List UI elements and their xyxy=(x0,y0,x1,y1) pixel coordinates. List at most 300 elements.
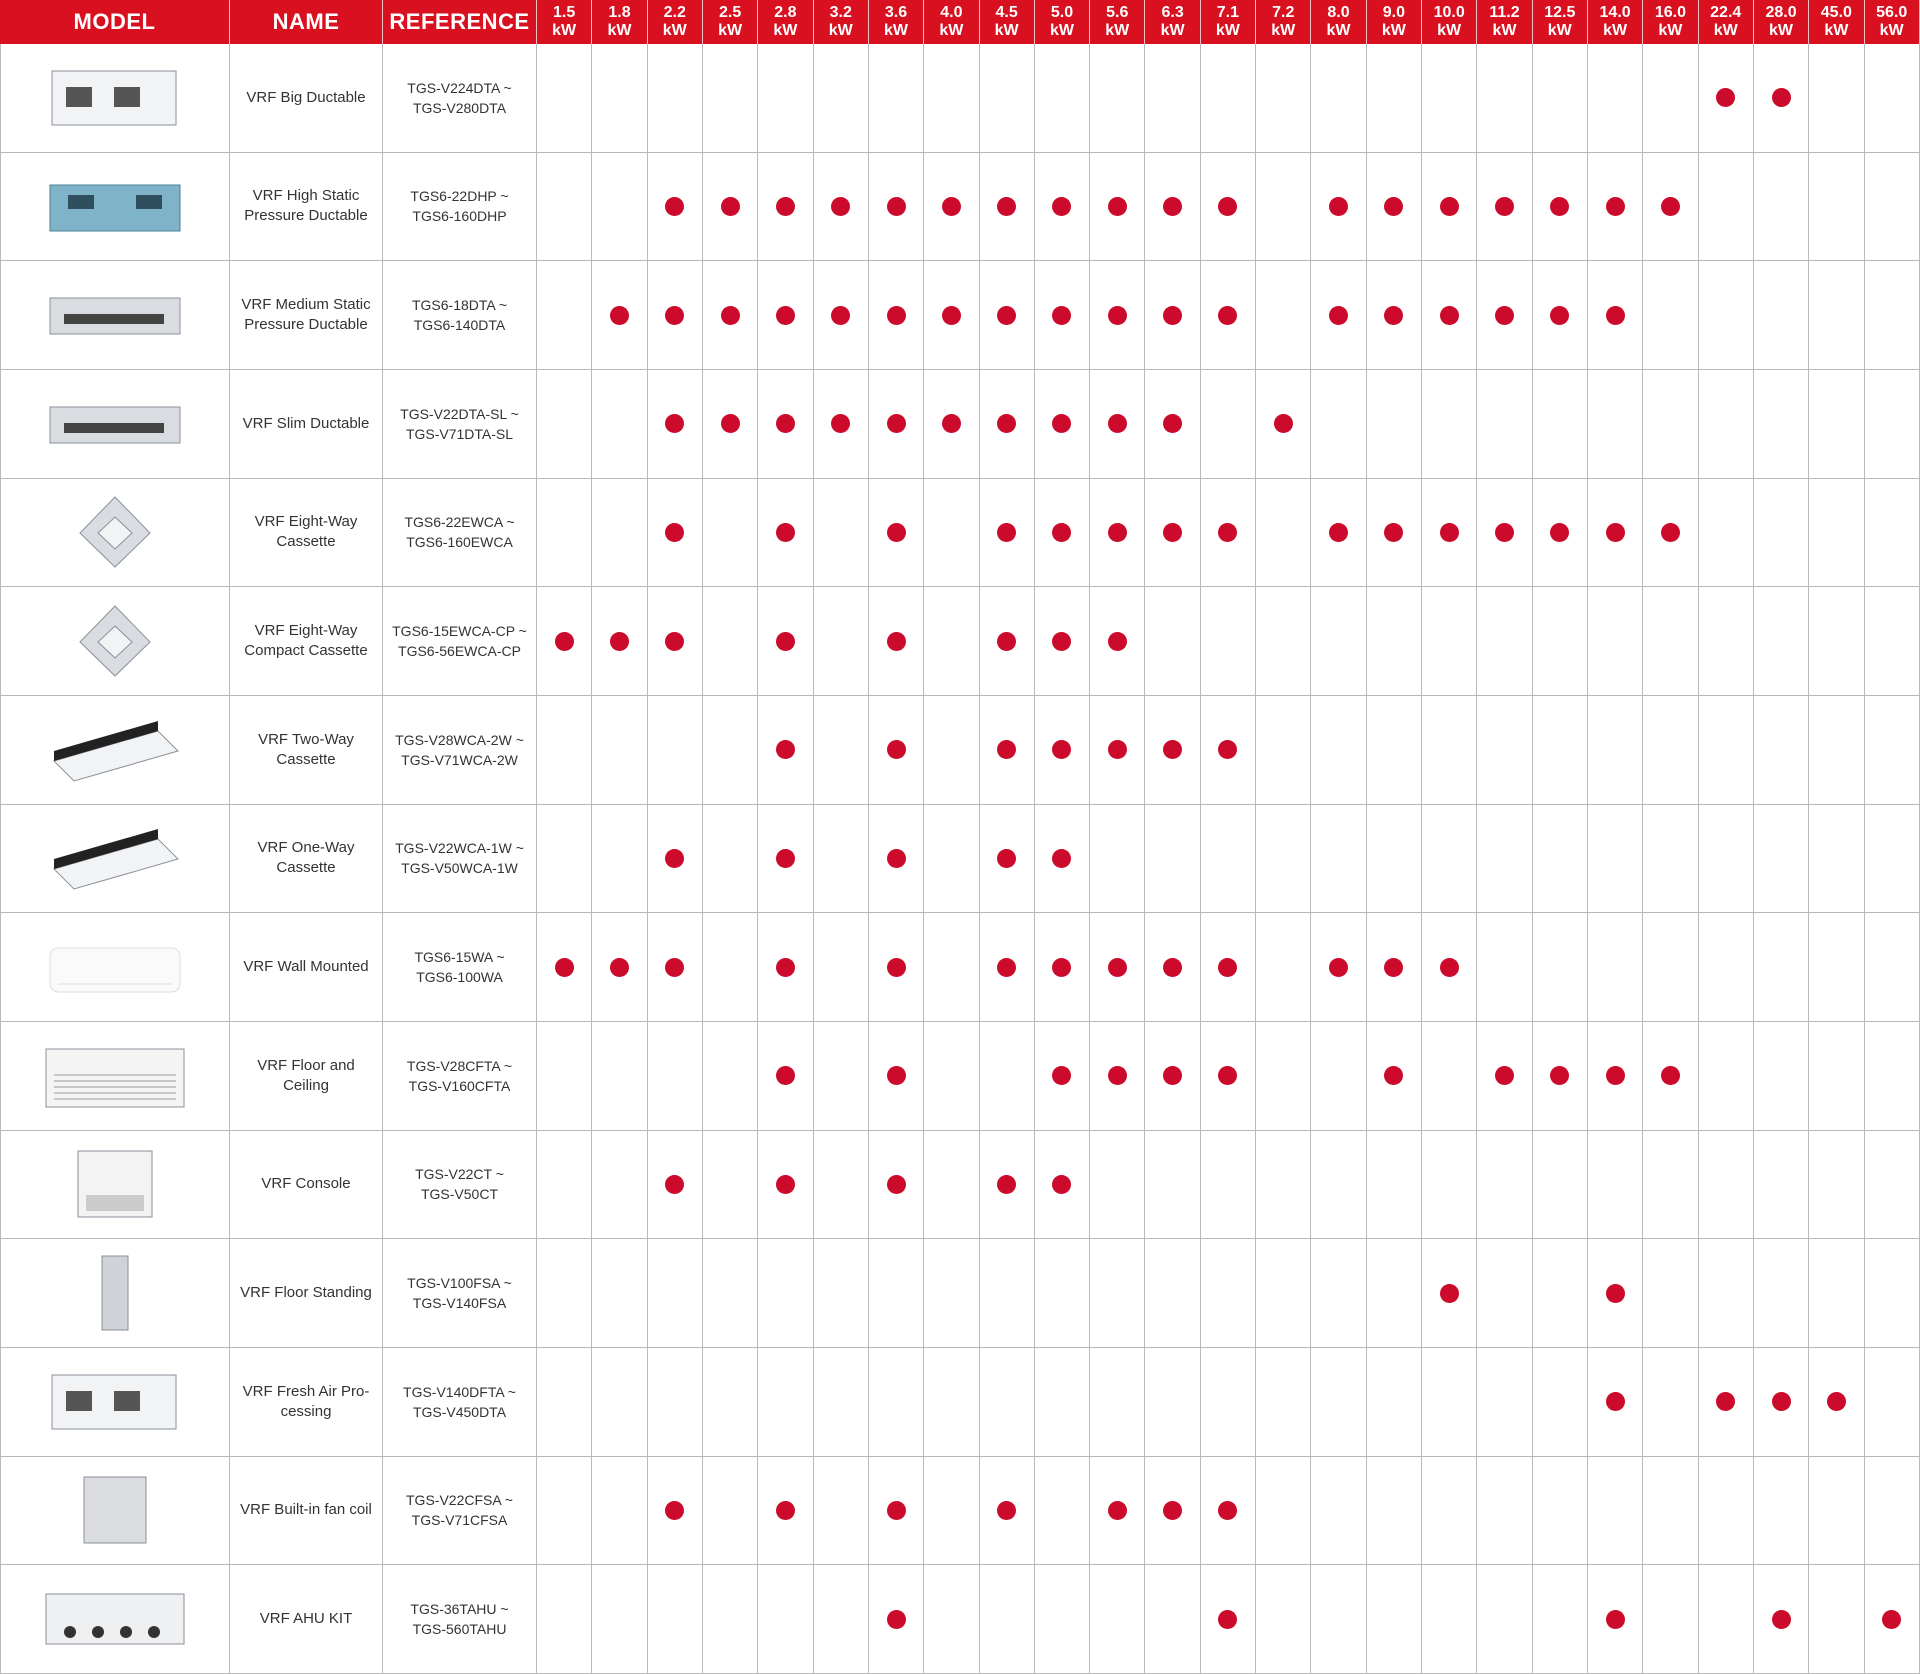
capacity-cell xyxy=(1422,153,1477,262)
capacity-cell xyxy=(1256,1022,1311,1131)
capacity-cell xyxy=(1754,587,1809,696)
capacity-cell xyxy=(1311,587,1366,696)
capacity-cell xyxy=(1754,913,1809,1022)
availability-dot xyxy=(1052,958,1071,977)
name-cell xyxy=(230,1131,383,1240)
capacity-cell xyxy=(1809,1239,1864,1348)
capacity-cell xyxy=(1643,696,1698,805)
capacity-cell xyxy=(924,1565,979,1674)
fresh-air-processing-unit-icon xyxy=(40,1363,190,1441)
capacity-cell xyxy=(1035,1239,1090,1348)
capacity-cell xyxy=(1201,913,1256,1022)
capacity-cell xyxy=(1754,1131,1809,1240)
capacity-unit: kW xyxy=(884,22,909,39)
reference-cell xyxy=(383,153,537,262)
availability-dot xyxy=(1384,523,1403,542)
capacity-cell xyxy=(537,479,592,588)
reference-to: TGS-V450DTA xyxy=(412,1403,507,1420)
capacity-cell xyxy=(1035,261,1090,370)
availability-dot xyxy=(1108,958,1127,977)
availability-dot xyxy=(1218,1066,1237,1085)
reference-from: TGS-V140DFTA ~ xyxy=(403,1383,516,1400)
capacity-cell xyxy=(1477,370,1532,479)
capacity-cell xyxy=(648,805,703,914)
capacity-cell xyxy=(1201,587,1256,696)
capacity-cell xyxy=(758,1022,813,1131)
capacity-cell xyxy=(869,1348,924,1457)
capacity-cell xyxy=(1201,1022,1256,1131)
name-cell xyxy=(230,1239,383,1348)
availability-dot xyxy=(1108,414,1127,433)
capacity-cell xyxy=(1311,805,1366,914)
capacity-cell xyxy=(814,913,869,1022)
capacity-unit: kW xyxy=(1713,22,1738,39)
header-capacity xyxy=(537,0,592,44)
capacity-value: 56.0 xyxy=(1876,4,1908,21)
wall-mounted-unit-icon xyxy=(40,928,190,1006)
capacity-cell xyxy=(1865,913,1920,1022)
availability-dot xyxy=(1772,1610,1791,1629)
capacity-cell xyxy=(1643,587,1698,696)
capacity-cell xyxy=(758,913,813,1022)
capacity-cell xyxy=(1201,1348,1256,1457)
availability-dot xyxy=(1772,1392,1791,1411)
capacity-cell xyxy=(1256,479,1311,588)
capacity-cell xyxy=(1201,805,1256,914)
availability-dot xyxy=(1108,523,1127,542)
capacity-cell xyxy=(1090,696,1145,805)
capacity-value: 14.0 xyxy=(1599,4,1631,21)
reference-text xyxy=(394,404,525,444)
availability-dot xyxy=(1163,1066,1182,1085)
capacity-cell xyxy=(1865,153,1920,262)
capacity-cell xyxy=(1090,1022,1145,1131)
capacity-cell xyxy=(869,1131,924,1240)
capacity-cell xyxy=(1809,1457,1864,1566)
capacity-cell xyxy=(1145,1131,1200,1240)
capacity-cell xyxy=(1865,261,1920,370)
capacity-cell xyxy=(1090,44,1145,153)
capacity-cell xyxy=(592,696,647,805)
capacity-unit: kW xyxy=(662,22,687,39)
capacity-cell xyxy=(703,44,758,153)
capacity-cell xyxy=(1256,153,1311,262)
reference-from: TGS-V22DTA-SL ~ xyxy=(400,405,519,422)
capacity-value: 12.5 xyxy=(1544,4,1576,21)
availability-dot xyxy=(997,849,1016,868)
reference-cell xyxy=(383,1239,537,1348)
capacity-cell xyxy=(1367,587,1422,696)
availability-dot xyxy=(1163,197,1182,216)
availability-dot xyxy=(1218,958,1237,977)
capacity-cell xyxy=(1090,1239,1145,1348)
reference-cell xyxy=(383,913,537,1022)
capacity-cell xyxy=(814,153,869,262)
capacity-cell xyxy=(1643,1131,1698,1240)
reference-from: TGS-V22CFSA ~ xyxy=(406,1492,513,1509)
capacity-cell xyxy=(1643,44,1698,153)
capacity-unit: kW xyxy=(1160,22,1185,39)
medium-static-ductable-unit-icon xyxy=(40,276,190,354)
availability-dot xyxy=(942,197,961,216)
header-capacity xyxy=(1533,0,1588,44)
capacity-cell xyxy=(1145,1348,1200,1457)
capacity-unit: kW xyxy=(994,22,1019,39)
capacity-cell xyxy=(703,1239,758,1348)
capacity-cell xyxy=(869,913,924,1022)
capacity-cell xyxy=(703,1131,758,1240)
capacity-cell xyxy=(703,1565,758,1674)
capacity-cell xyxy=(1699,153,1754,262)
reference-cell xyxy=(383,1457,537,1566)
capacity-unit: kW xyxy=(718,22,743,39)
availability-dot xyxy=(610,958,629,977)
availability-dot xyxy=(1495,197,1514,216)
capacity-cell xyxy=(592,1457,647,1566)
capacity-cell xyxy=(869,261,924,370)
capacity-cell xyxy=(648,1348,703,1457)
product-name: VRF Eight-Way Cassette xyxy=(254,513,358,551)
reference-to: TGS-V50WCA-1W xyxy=(401,860,518,877)
capacity-cell xyxy=(869,805,924,914)
capacity-cell xyxy=(648,479,703,588)
capacity-cell xyxy=(1533,1131,1588,1240)
name-cell xyxy=(230,805,383,914)
capacity-unit: kW xyxy=(1824,22,1849,39)
capacity-cell xyxy=(1809,1131,1864,1240)
capacity-value: 2.2 xyxy=(663,4,686,21)
header-name: NAME xyxy=(230,0,383,44)
capacity-cell xyxy=(1367,1565,1422,1674)
capacity-cell xyxy=(1422,44,1477,153)
capacity-cell xyxy=(869,587,924,696)
availability-dot xyxy=(610,306,629,325)
availability-dot xyxy=(1108,632,1127,651)
capacity-cell xyxy=(1588,479,1643,588)
capacity-cell xyxy=(703,1457,758,1566)
availability-dot xyxy=(1384,306,1403,325)
capacity-cell xyxy=(537,1348,592,1457)
capacity-cell xyxy=(814,1457,869,1566)
availability-dot xyxy=(721,414,740,433)
capacity-cell xyxy=(980,479,1035,588)
header-capacity xyxy=(1035,0,1090,44)
availability-dot xyxy=(776,1066,795,1085)
availability-dot xyxy=(555,632,574,651)
capacity-cell xyxy=(1754,805,1809,914)
capacity-value: 4.5 xyxy=(995,4,1018,21)
capacity-cell xyxy=(869,153,924,262)
capacity-cell xyxy=(1311,913,1366,1022)
capacity-cell xyxy=(1588,1239,1643,1348)
capacity-cell xyxy=(1533,1457,1588,1566)
capacity-cell xyxy=(703,805,758,914)
capacity-cell xyxy=(1809,587,1864,696)
capacity-cell xyxy=(924,370,979,479)
capacity-cell xyxy=(924,1239,979,1348)
availability-dot xyxy=(1329,523,1348,542)
capacity-cell xyxy=(924,153,979,262)
capacity-cell xyxy=(1588,153,1643,262)
capacity-cell xyxy=(1367,370,1422,479)
availability-dot xyxy=(831,414,850,433)
reference-text xyxy=(389,730,530,770)
availability-dot xyxy=(1052,414,1071,433)
capacity-cell xyxy=(1865,1565,1920,1674)
capacity-cell xyxy=(1588,1348,1643,1457)
capacity-cell xyxy=(1090,261,1145,370)
capacity-cell xyxy=(537,696,592,805)
reference-cell xyxy=(383,1131,537,1240)
high-static-ductable-unit-icon xyxy=(40,167,190,245)
reference-text xyxy=(386,621,533,661)
capacity-value: 45.0 xyxy=(1820,4,1852,21)
capacity-cell xyxy=(1643,1239,1698,1348)
capacity-cell xyxy=(758,1131,813,1240)
availability-dot xyxy=(1163,1501,1182,1520)
capacity-cell xyxy=(1477,696,1532,805)
availability-dot xyxy=(665,958,684,977)
capacity-unit: kW xyxy=(1437,22,1462,39)
built-in-fan-coil-unit-icon xyxy=(40,1471,190,1549)
model-cell xyxy=(0,44,230,153)
capacity-value: 7.2 xyxy=(1272,4,1295,21)
capacity-cell xyxy=(1809,1022,1864,1131)
name-cell xyxy=(230,1457,383,1566)
name-cell xyxy=(230,261,383,370)
capacity-cell xyxy=(1367,1348,1422,1457)
availability-dot xyxy=(1329,197,1348,216)
capacity-cell xyxy=(1643,261,1698,370)
capacity-cell xyxy=(1699,261,1754,370)
capacity-cell xyxy=(1035,479,1090,588)
capacity-cell xyxy=(592,44,647,153)
availability-dot xyxy=(1606,197,1625,216)
capacity-cell xyxy=(537,370,592,479)
capacity-cell xyxy=(1090,479,1145,588)
capacity-cell xyxy=(1754,1565,1809,1674)
capacity-cell xyxy=(1865,1022,1920,1131)
capacity-cell xyxy=(1477,1022,1532,1131)
capacity-cell xyxy=(1256,261,1311,370)
capacity-cell xyxy=(1201,1239,1256,1348)
availability-dot xyxy=(1606,523,1625,542)
capacity-cell xyxy=(1643,1457,1698,1566)
capacity-cell xyxy=(1699,696,1754,805)
capacity-cell xyxy=(1422,805,1477,914)
eight-way-cassette-unit-icon xyxy=(40,493,190,571)
capacity-cell xyxy=(1145,913,1200,1022)
capacity-cell xyxy=(869,1565,924,1674)
capacity-cell xyxy=(1477,1457,1532,1566)
capacity-cell xyxy=(1754,44,1809,153)
reference-to: TGS-V71CFSA xyxy=(411,1512,508,1529)
reference-text xyxy=(404,1599,514,1639)
capacity-cell xyxy=(1533,913,1588,1022)
capacity-cell xyxy=(1256,1565,1311,1674)
header-capacity xyxy=(980,0,1035,44)
capacity-cell xyxy=(758,479,813,588)
availability-dot xyxy=(1606,306,1625,325)
capacity-cell xyxy=(1477,153,1532,262)
console-unit-icon xyxy=(40,1145,190,1223)
capacity-cell xyxy=(1754,479,1809,588)
capacity-cell xyxy=(1311,1565,1366,1674)
reference-text xyxy=(398,512,520,552)
capacity-cell xyxy=(1865,44,1920,153)
capacity-cell xyxy=(1754,1022,1809,1131)
capacity-unit: kW xyxy=(1381,22,1406,39)
capacity-cell xyxy=(1477,479,1532,588)
capacity-cell xyxy=(1145,370,1200,479)
capacity-cell xyxy=(1035,696,1090,805)
capacity-cell xyxy=(1477,805,1532,914)
availability-dot xyxy=(1550,197,1569,216)
capacity-cell xyxy=(592,1348,647,1457)
capacity-cell xyxy=(980,1565,1035,1674)
availability-dot xyxy=(887,632,906,651)
reference-to: TGS-560TAHU xyxy=(412,1621,507,1638)
capacity-cell xyxy=(1865,587,1920,696)
capacity-cell xyxy=(1643,913,1698,1022)
name-cell xyxy=(230,696,383,805)
capacity-cell xyxy=(980,1348,1035,1457)
capacity-cell xyxy=(1754,696,1809,805)
availability-dot xyxy=(776,414,795,433)
slim-ductable-unit-icon xyxy=(40,385,190,463)
capacity-cell xyxy=(1311,1239,1366,1348)
reference-text xyxy=(406,295,513,335)
availability-dot xyxy=(1218,1610,1237,1629)
header-capacity xyxy=(1643,0,1698,44)
capacity-cell xyxy=(1699,44,1754,153)
capacity-cell xyxy=(814,587,869,696)
header-capacity xyxy=(1256,0,1311,44)
capacity-cell xyxy=(537,1022,592,1131)
capacity-unit: kW xyxy=(1769,22,1794,39)
capacity-cell xyxy=(1422,696,1477,805)
availability-dot xyxy=(1384,1066,1403,1085)
availability-dot xyxy=(1108,306,1127,325)
availability-dot xyxy=(665,414,684,433)
capacity-cell xyxy=(814,44,869,153)
capacity-cell xyxy=(1422,913,1477,1022)
reference-to: TGS-V50CT xyxy=(420,1186,498,1203)
availability-dot xyxy=(887,849,906,868)
availability-dot xyxy=(1108,1066,1127,1085)
reference-text xyxy=(401,1056,518,1096)
capacity-cell xyxy=(592,370,647,479)
capacity-cell xyxy=(1201,261,1256,370)
availability-dot xyxy=(1218,523,1237,542)
product-name: VRF Medium Static Pressure Ductable xyxy=(241,296,371,334)
capacity-cell xyxy=(1367,1239,1422,1348)
capacity-cell xyxy=(648,370,703,479)
capacity-cell xyxy=(1533,1022,1588,1131)
name-cell xyxy=(230,587,383,696)
capacity-cell xyxy=(1035,1457,1090,1566)
capacity-cell xyxy=(980,913,1035,1022)
capacity-cell xyxy=(1699,805,1754,914)
availability-dot xyxy=(1218,1501,1237,1520)
capacity-cell xyxy=(1145,696,1200,805)
availability-dot xyxy=(887,1610,906,1629)
availability-dot xyxy=(942,306,961,325)
capacity-cell xyxy=(814,1131,869,1240)
capacity-cell xyxy=(537,1565,592,1674)
availability-dot xyxy=(1661,1066,1680,1085)
capacity-cell xyxy=(1256,587,1311,696)
reference-text xyxy=(409,1164,510,1204)
capacity-cell xyxy=(814,479,869,588)
name-cell xyxy=(230,1022,383,1131)
capacity-cell xyxy=(1367,153,1422,262)
capacity-cell xyxy=(924,1457,979,1566)
capacity-cell xyxy=(1809,479,1864,588)
capacity-cell xyxy=(1090,1565,1145,1674)
capacity-cell xyxy=(924,261,979,370)
capacity-unit: kW xyxy=(552,22,577,39)
model-cell xyxy=(0,1022,230,1131)
capacity-unit: kW xyxy=(1492,22,1517,39)
capacity-cell xyxy=(924,587,979,696)
availability-dot xyxy=(997,632,1016,651)
capacity-cell xyxy=(1588,1022,1643,1131)
reference-text xyxy=(404,186,514,226)
reference-text xyxy=(401,78,517,118)
capacity-cell xyxy=(1533,696,1588,805)
availability-dot xyxy=(887,1175,906,1194)
capacity-cell xyxy=(1145,1022,1200,1131)
capacity-cell xyxy=(592,1565,647,1674)
capacity-cell xyxy=(1367,1022,1422,1131)
availability-dot xyxy=(887,197,906,216)
reference-cell xyxy=(383,696,537,805)
capacity-cell xyxy=(1588,1457,1643,1566)
product-name: VRF Fresh Air Pro-cessing xyxy=(242,1382,370,1420)
one-way-cassette-unit-icon xyxy=(40,819,190,897)
model-cell xyxy=(0,370,230,479)
reference-cell xyxy=(383,479,537,588)
capacity-cell xyxy=(758,44,813,153)
capacity-cell xyxy=(1256,1239,1311,1348)
availability-dot xyxy=(1716,88,1735,107)
reference-from: TGS6-22DHP ~ xyxy=(410,188,509,205)
capacity-cell xyxy=(1754,370,1809,479)
capacity-cell xyxy=(1145,1457,1200,1566)
capacity-cell xyxy=(1035,1022,1090,1131)
capacity-cell xyxy=(1035,370,1090,479)
availability-dot xyxy=(776,632,795,651)
availability-dot xyxy=(1052,1175,1071,1194)
capacity-value: 2.5 xyxy=(718,4,742,21)
capacity-cell xyxy=(1201,696,1256,805)
availability-dot xyxy=(1052,849,1071,868)
capacity-cell xyxy=(980,1457,1035,1566)
capacity-cell xyxy=(1035,805,1090,914)
capacity-cell xyxy=(1809,261,1864,370)
header-capacity xyxy=(1201,0,1256,44)
availability-dot xyxy=(721,197,740,216)
capacity-cell xyxy=(703,261,758,370)
capacity-cell xyxy=(1035,1565,1090,1674)
capacity-cell xyxy=(980,153,1035,262)
header-capacity xyxy=(1809,0,1864,44)
capacity-cell xyxy=(1699,1348,1754,1457)
name-cell xyxy=(230,1348,383,1457)
reference-cell xyxy=(383,805,537,914)
availability-dot xyxy=(997,1501,1016,1520)
